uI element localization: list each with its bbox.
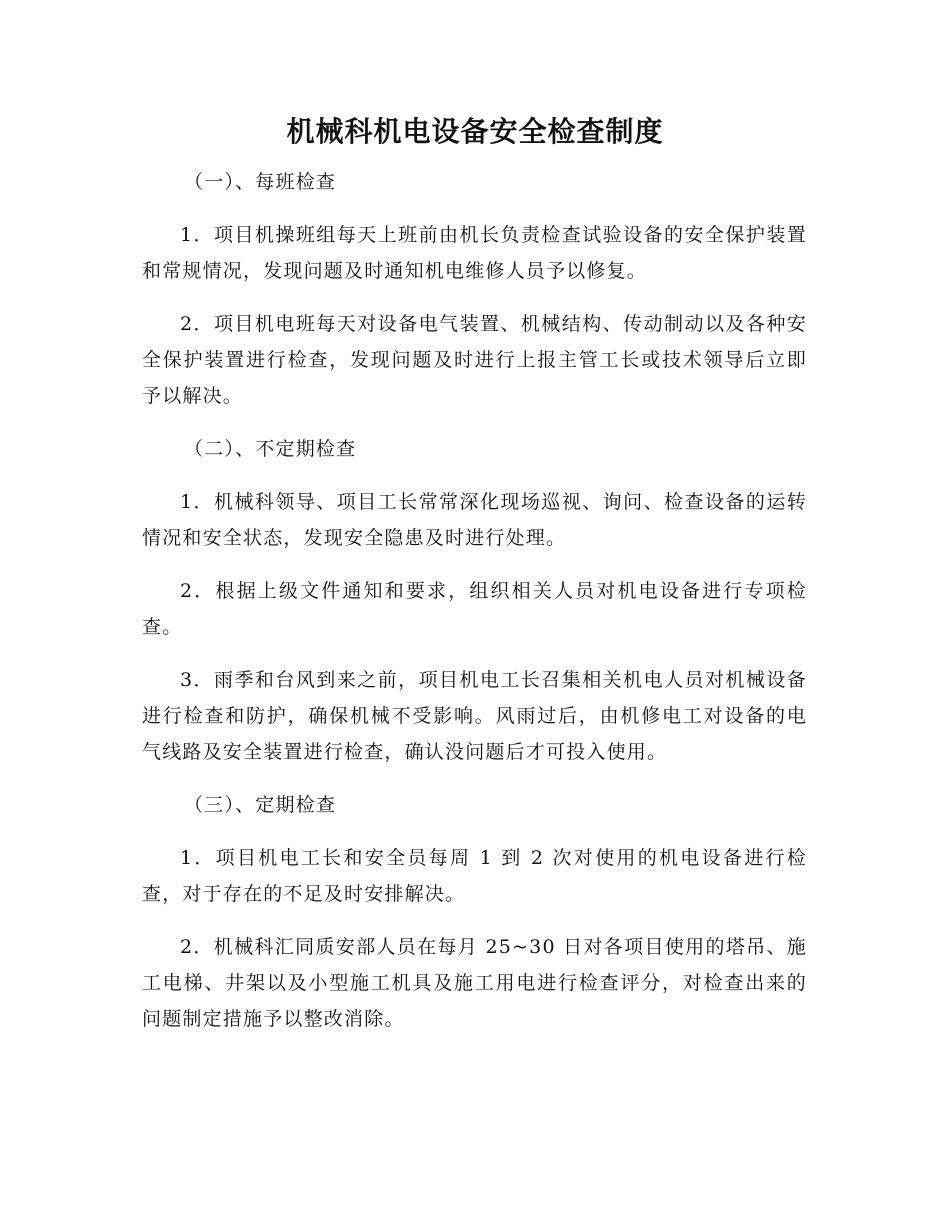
- document-body: [142, 164, 807, 1054]
- paragraph-2-1: 1．机械科领导、项目工长常常深化现场巡视、询问、检查设备的运转情况和安全状态，发现安全隐患及时进行处理。: [142, 491, 807, 549]
- paragraph-3-2: 2．机械科汇同质安部人员在每月 25~30 日对各项目使用的塔吊、施工电梯、井架以及小型施工机具及施工用电进行检查评分，对检查出来的问题制定措施予以整改消除。: [142, 936, 807, 1030]
- paragraph-1-2: 2．项目机电班每天对设备电气装置、机械结构、传动制动以及各种安全保护装置进行检查，发现问题及时进行上报主管工长或技术领导后立即予以解决。: [142, 313, 807, 407]
- paragraph-2-2: 2．根据上级文件通知和要求，组织相关人员对机电设备进行专项检查。: [142, 580, 807, 638]
- paragraph-2-3: 3．雨季和台风到来之前，项目机电工长召集相关机电人员对机械设备进行检查和防护，确保机械不受影响。风雨过后，由机修电工对设备的电气线路及安全装置进行检查，确认没问题后才可投入使用。: [142, 669, 807, 763]
- document-title: 机械科机电设备安全检查制度: [286, 115, 664, 148]
- section-heading-3: （三）、定期检查: [184, 794, 337, 816]
- section-heading-2: （二）、不定期检查: [184, 438, 357, 460]
- section-heading-1: （一）、每班检查: [184, 171, 337, 193]
- paragraph-1-1: 1．项目机操班组每天上班前由机长负责检查试验设备的安全保护装置和常规情况，发现问题及时通知机电维修人员予以修复。: [142, 224, 807, 282]
- paragraph-3-1: 1．项目机电工长和安全员每周 1 到 2 次对使用的机电设备进行检查，对于存在的不足及时安排解决。: [142, 847, 807, 905]
